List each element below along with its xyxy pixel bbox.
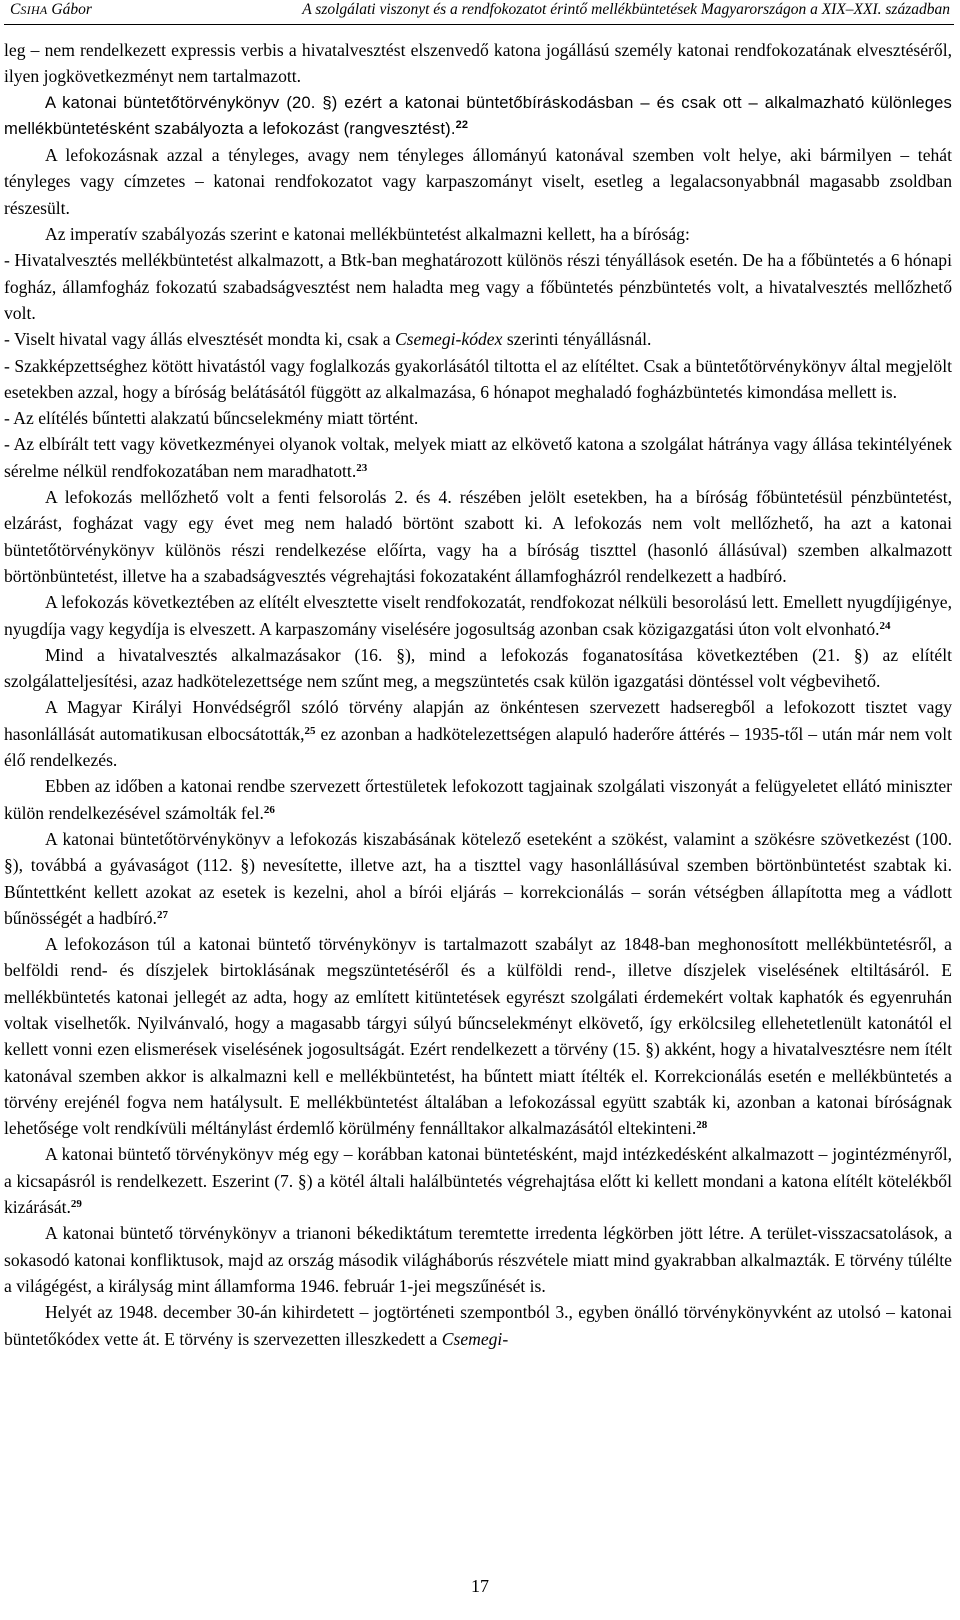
paragraph-p7: [4, 353, 952, 406]
text-run: Ebben az időben a katonai rendbe szervezett őrtestületek lefokozott tagjainak szolgálati viszonyát a felügyeletet ellátó miniszter külön rendelkezésével számolták fel.: [4, 776, 952, 823]
paragraph-p13: [4, 694, 952, 773]
paragraph-p19: [4, 1299, 952, 1352]
footnote-marker: 27: [156, 908, 168, 921]
text-run: - Szakképzettséghez kötött hivatástól vagy foglalkozás gyakorlásától tiltotta el az elítéltet. Csak a büntetőtörvénykönyv által megjelölt esetekben azzal, hogy a bíróság belátásától függött az alkalmazása, 6 hónapot meghaladó fogházbüntetés kimondása mellett is.: [4, 355, 952, 402]
paragraph-p18: [4, 1220, 952, 1299]
italic-term: Csemegi-: [441, 1328, 509, 1349]
text-run: leg – nem rendelkezett expressis verbis a hivatalvesztést elszenvedő katona jogállású személy katonai rendfokozatának elvesztéséről, ilyen jogkövetkezményt nem tartalmazott.: [4, 40, 952, 87]
header-running-title: A szolgálati viszonyt és a rendfokozatot érintő mellékbüntetések Magyarországon a XIX–XXI. században: [302, 1, 950, 18]
text-run: ez azonban a hadkötelezettségen alapuló haderőre áttérés – 1935-től – után már nem volt élő rendelkezés.: [4, 723, 953, 771]
footnote-marker: 23: [356, 461, 368, 474]
text-run: A katonai büntető törvénykönyv a trianoni békediktátum teremtette irredenta légkörben jött létre. A terület-visszacsatolások, a sokasodó katonai konfliktusok, majd az ország második világháborús részvétele miatt mind gyakrabban alkalmazták. E törvény túlélte a világégést, a királyság mint államforma 1946. február 1-jei megszűnését is.: [4, 1223, 952, 1296]
paragraph-p15: [4, 826, 952, 931]
text-run: Helyét az 1948. december 30-án kihirdetett – jogtörténeti szempontból 3., egyben önálló törvénykönyvként az utolsó – katonai büntetőkódex vette át. E törvény is szervezetten illeszkedett a: [4, 1302, 952, 1349]
text-run: A katonai büntető törvénykönyv még egy – korábban katonai büntetésként, majd intézkedésként alkalmazott – jogintézményről, a kicsapásról is rendelkezett. Eszerint (7. §) a kötél általi halálbüntetés végrehajtása előtt ki kellett mondani a katona elítélt kötelékből kizárását.: [4, 1144, 952, 1218]
body-text: [4, 37, 952, 1352]
header-divider: [4, 24, 954, 25]
paragraph-p16: [4, 931, 952, 1141]
text-run: A lefokozáson túl a katonai büntető törvénykönyv is tartalmazott szabályt az 1848-ban meghonosított mellékbüntetésről, a belföldi rend- és díszjelek birtoklásának megszüntetéséről és a külföldi rend-, illetve díszjelek viselésének eltiltásáról. E mellékbüntetés katonai jellegét az adta, hogy az említett kitüntetések egyrészt szolgálati érdemekért voltak kaphatók és egyenruhán voltak viselhetők. Nyilvánvaló, hogy a magasabb tárgyi súlyú bűncselekményt elkövető, így erkölcsileg ellehetetlenült katonától el kellett vonni ezen elismerések viselésének jogosultságát. Ezért rendelkezett a törvény (15. §) akként, hogy a hivatalvesztésre nem ítélt katonával szemben akkor is alkalmazni kell e mellékbüntetést, ha bűntett miatt ítélték el. Korrekcionálás esetén e mellékbüntetés a törvény erejénél fogva nem hatálysult. E mellékbüntetést általában a lefokozással együtt szabták ki, azonban a katonai bíróságnak lehetősége volt rendkívüli méltánylást érdemlő körülmény fennálltakor alkalmazásától eltekinteni.: [4, 934, 952, 1139]
text-run: szerinti tényállásnál.: [502, 329, 652, 350]
text-run: - Az elítélés bűntetti alakzatú bűncselekmény miatt történt.: [4, 408, 419, 429]
text-run: A lefokozás következtében az elítélt elvesztette viselt rendfokozatát, rendfokozat nélküli besorolású lett. Emellett nyugdíjigénye, nyugdíja vagy kegydíja is elveszett. A karpaszomány viselésére jogosultság azonban csak közigazgatási úton volt elvonható.: [4, 592, 952, 639]
text-run: A lefokozásnak azzal a tényleges, avagy nem tényleges állományú katonával szemben volt helye, aki bármilyen – tehát tényleges vagy címzetes – katonai rendfokozatot vagy karpaszományt viselt, esetleg a legalacsonyabbnál magasabb zsoldban részesült.: [4, 145, 952, 218]
footnote-marker: 29: [70, 1198, 82, 1211]
paragraph-p11: [4, 589, 952, 642]
text-run: - Az elbírált tett vagy következményei olyanok voltak, melyek miatt az elkövető katona a szolgálat hátránya vagy állása tekintélyének sérelme nélkül rendfokozatában nem maradhatott.: [4, 434, 952, 481]
text-run: A katonai büntetőtörvénykönyv (20. §) ezért a katonai büntetőbíráskodásban – és csak ott – alkalmazható különleges mellékbüntetésként szabályozta a lefokozást (rangvesztést).: [4, 92, 952, 138]
running-header: [10, 0, 950, 24]
paragraph-p5: [4, 247, 952, 326]
paragraph-p14: [4, 773, 952, 826]
text-run: A Magyar Királyi Honvédségről szóló törvény alapján az önkéntesen szervezett hadseregből a lefokozott tisztet vagy hasonlállását automatikusan elbocsátották,: [4, 697, 952, 744]
footnote-marker: 28: [696, 1119, 708, 1132]
author-given-name: Gábor: [47, 1, 92, 18]
paragraph-p12: [4, 642, 952, 695]
paragraph-p17: [4, 1141, 952, 1220]
italic-term: Csemegi-kódex: [394, 329, 503, 350]
footnote-marker: 26: [263, 803, 275, 816]
page-number: 17: [471, 1576, 489, 1596]
text-run: Mind a hivatalvesztés alkalmazásakor (16. §), mind a lefokozás foganatosítása következtében (21. §) az elítélt szolgálatteljesítési, azaz hadkötelezettsége nem szűnt meg, a megszüntetés csak külön igazgatási döntéssel volt végbevihető.: [4, 644, 952, 692]
paragraph-p8: [4, 405, 952, 431]
text-run: A katonai büntetőtörvénykönyv a lefokozás kiszabásának kötelező eseteként a szökést, valamint a szökésre szövetkezést (100. §), továbbá a gyávaságot (112. §) nevesítette, illetve azt, ha a tiszttel vagy hasonlállásúval szemben börtönbüntetést szabtak ki. Bűntettként kellett azokat az esetek is kezelni, ahol a bírói eljárás – korrekcionálás – során vétségben állapította meg a vádlott bűnösségét a hadbíró.: [4, 828, 952, 928]
footnote-marker: 24: [879, 619, 891, 632]
header-author: [10, 0, 92, 20]
paragraph-p2: [4, 90, 952, 143]
text-run: A lefokozás mellőzhető volt a fenti felsorolás 2. és 4. részében jelölt esetekben, ha a bíróság főbüntetésül pénzbüntetést, elzárást, fogházat vagy egy évet meg nem haladó börtönt szabott ki. A lefokozás nem volt mellőzhető, ha azt a katonai büntetőtörvénykönyv különös részi rendelkezése előírta, vagy ha a bíróság tiszttel (hasonló állásúval) szemben alkalmazott börtönbüntetést, illetve ha a szabadságvesztés végrehajtási fokozataként államfogházról rendelkezett a hadbíró.: [4, 487, 952, 586]
paragraph-p10: [4, 484, 952, 589]
paragraph-p4: [4, 221, 952, 247]
paragraph-p1: [4, 37, 952, 90]
text-run: - Viselt hivatal vagy állás elvesztését mondta ki, csak a: [4, 329, 395, 350]
paragraph-p9: [4, 431, 952, 484]
text-run: - Hivatalvesztés mellékbüntetést alkalmazott, a Btk-ban meghatározott különös részi tényállások esetén. De ha a főbüntetés a 6 hónapi fogház, államfogház fokozatú szabadságvesztést nem haladta meg vagy a főbüntetés pénzbüntetés volt, a hivatalvesztés mellőzhető volt.: [4, 250, 952, 323]
footnote-marker: 22: [455, 118, 469, 131]
text-run: Az imperatív szabályozás szerint e katonai mellékbüntetést alkalmazni kellett, ha a bíróság:: [45, 224, 690, 245]
paragraph-p6: [4, 326, 952, 352]
author-initial: C: [10, 1, 21, 18]
footnote-marker: 25: [304, 724, 316, 737]
author-surname-rest: SIHA: [20, 3, 48, 17]
paragraph-p3: [4, 142, 952, 221]
